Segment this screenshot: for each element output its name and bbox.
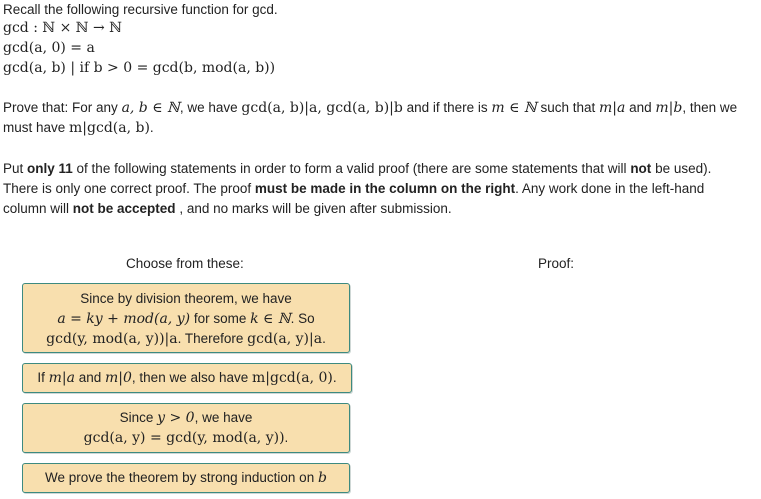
statement-card-strong-induction[interactable] [22,463,350,493]
prove-statement-line2 [3,120,154,136]
card-row [23,368,351,388]
card-row [23,428,349,448]
gcd-recursive-case [3,60,275,76]
card-text: . [332,370,337,385]
instr-bold: not be accepted [72,201,176,216]
card-text: for some [190,311,251,326]
prove-statement-line1 [3,100,737,116]
statement-card-m-divides-gcd-base[interactable] [22,363,352,393]
prove-math: m ∈ ℕ [491,100,537,116]
card-math: m|a [48,370,75,386]
prove-math: m|b [655,100,683,116]
card-row [23,289,349,309]
prove-text: Prove that: For any [3,100,122,115]
prove-text: must have [3,120,70,135]
card-text: and [74,370,106,385]
instructions-line1 [3,161,711,176]
prove-text: , we have [179,100,242,115]
card-text: . So [290,311,315,326]
card-row [23,468,349,488]
instr-text: Put [3,161,28,176]
prove-math: a, b ∈ ℕ [121,100,180,116]
instr-bold: must be made in the column on the right [254,181,516,196]
card-text: We prove the theorem by strong induction on [45,470,318,485]
statement-card-division[interactable] [22,283,350,353]
instructions-line3 [3,201,452,216]
prove-text: such that [536,100,600,115]
card-text: . [284,430,289,445]
card-row [23,329,349,349]
gcd-recursive-lhs: gcd(a, b) | if [3,60,94,76]
card-math: gcd(a, y)|a [247,331,323,347]
card-math: m|0 [105,370,132,386]
choose-column-header: Choose from these: [126,256,244,271]
instr-text: of the following statements in order to form a valid proof (there are some statements that will [72,161,631,176]
card-text: , we have [194,410,253,425]
card-math: gcd(y, mod(a, y))|a [46,331,178,347]
instr-text: , and no marks will be given after submission. [175,201,452,216]
instr-text: be used). [651,161,712,176]
instr-bold: only 11 [27,161,73,176]
card-text: Since by division theorem, we have [80,291,292,306]
instr-text: There is only one correct proof. The proof [3,181,255,196]
card-math: k ∈ ℕ [250,311,291,327]
card-text: Since [119,410,158,425]
prove-text: and if there is [402,100,492,115]
card-math: a = ky + mod(a, y) [57,311,191,327]
instr-text: column will [3,201,73,216]
prove-math: gcd(a, b)|a, gcd(a, b)|b [241,100,403,116]
instr-bold: not [630,161,652,176]
prove-math: m|a [599,100,626,116]
instructions-line2 [3,181,704,196]
card-text: . Therefore [177,331,248,346]
recall-text: Recall the following recursive function for gcd. [3,2,278,17]
gcd-base-case: gcd(a, 0) = a [3,40,95,56]
card-math: y > 0 [157,410,195,426]
card-math: m|gcd(a, 0) [252,370,333,386]
gcd-signature: gcd : ℕ × ℕ → ℕ [3,20,123,36]
card-math: gcd(a, y) = gcd(y, mod(a, y)) [83,430,285,446]
prove-math: m|gcd(a, b) [69,120,150,136]
instr-text: . Any work done in the left-hand [515,181,705,196]
card-text: , then we also have [131,370,252,385]
card-math: b [317,470,327,486]
card-row [23,309,349,329]
gcd-recursive-rhs: b > 0 = gcd(b, mod(a, b)) [93,60,276,76]
statement-card-gcd-recursion[interactable] [22,403,350,453]
card-text: . [322,331,326,346]
card-row [23,408,349,428]
prove-text: , then we [682,100,738,115]
proof-column-header: Proof: [538,256,575,271]
prove-text: . [149,120,154,135]
card-text: If [37,370,49,385]
prove-text: and [625,100,656,115]
